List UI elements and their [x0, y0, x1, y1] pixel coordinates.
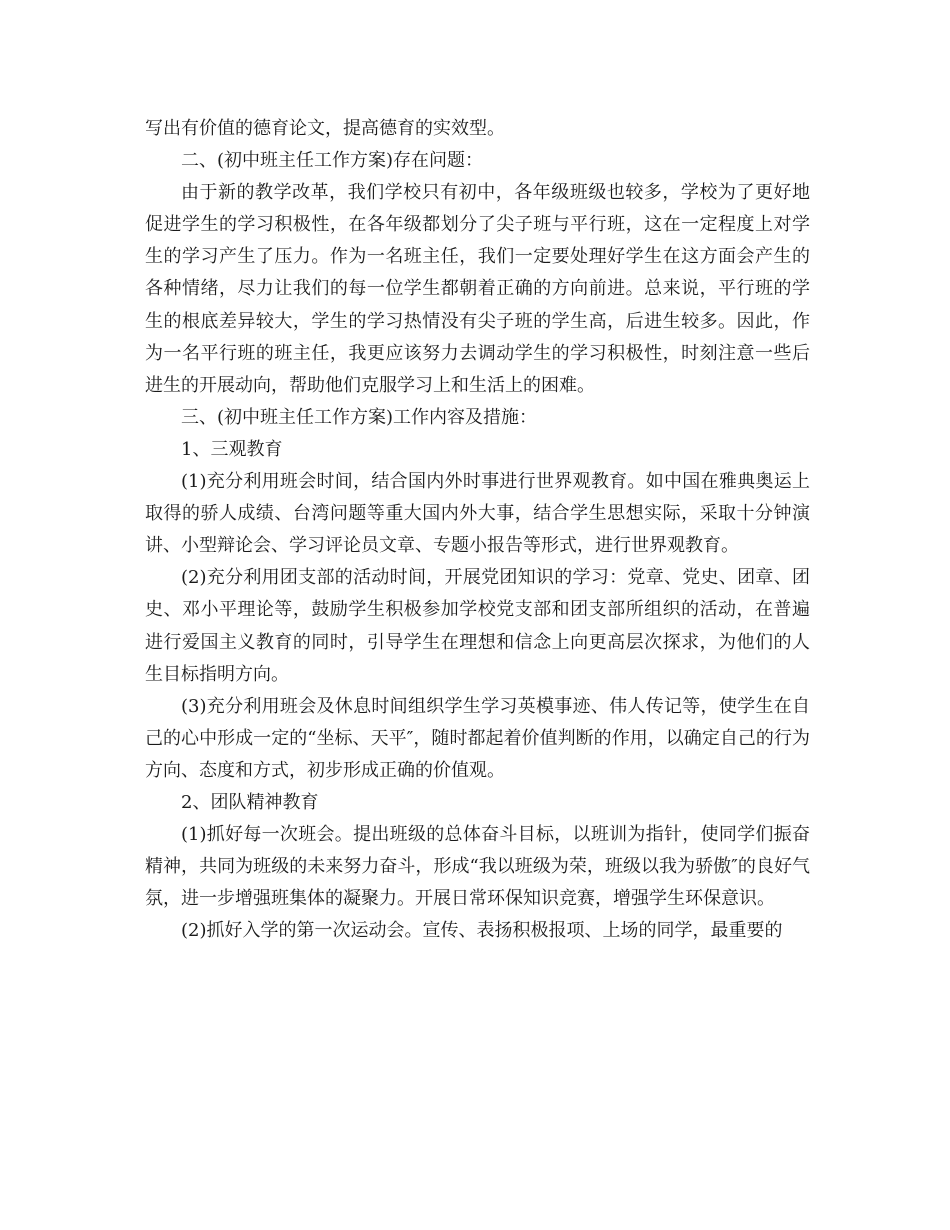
paragraph-sports-meet: (2)抓好入学的第一次运动会。宣传、表扬积极报项、上场的同学，最重要的: [181, 920, 783, 942]
paragraph-values: (3)充分利用班会及休息时间组织学生学习英模事迹、伟人传记等，使学生在自己的心中形成一定的“坐标、天平″，随时都起着价值判断的作用，以确定自己的行为方向、态度和方式，初步形成正确的价值观。: [145, 695, 810, 781]
paragraph-continuation: 写出有价值的德育论文，提高德育的实效型。: [145, 118, 505, 139]
subheading-team-spirit: 2、团队精神教育: [181, 791, 319, 813]
document-body: [145, 113, 810, 947]
paragraph-party-study: (2)充分利用团支部的活动时间，开展党团知识的学习：党章、党史、团章、团史、邓小平理论等，鼓励学生积极参加学校党支部和团支部所组织的活动，在普遍进行爱国主义教育的同时，引导学生在理想和信念上向更高层次探求，为他们的人生目标指明方向。: [145, 567, 810, 685]
paragraph-class-meeting: (1)抓好每一次班会。提出班级的总体奋斗目标，以班训为指针，使同学们振奋精神，共同为班级的未来努力奋斗，形成“我以班级为荣，班级以我为骄傲″的良好气氛，进一步增强班集体的凝聚力。开展日常环保知识竞赛，增强学生环保意识。: [145, 824, 810, 910]
paragraph-problems: 由于新的教学改革，我们学校只有初中，各年级班级也较多，学校为了更好地促进学生的学习积极性，在各年级都划分了尖子班与平行班，这在一定程度上对学生的学习产生了压力。作为一名班主任，我们一定要处理好学生在这方面会产生的各种情绪，尽力让我们的每一位学生都朝着正确的方向前进。总来说，平行班的学生的根底差异较大，学生的学习热情没有尖子班的学生高，后进生较多。因此，作为一名平行班的班主任，我更应该努力去调动学生的学习积极性，时刻注意一些后进生的开展动向，帮助他们克服学习上和生活上的困难。: [145, 182, 810, 396]
subheading-three-views: 1、三观教育: [181, 438, 283, 460]
paragraph-worldview: (1)充分利用班会时间，结合国内外时事进行世界观教育。如中国在雅典奥运上取得的骄人成绩、台湾问题等重大国内外大事，结合学生思想实际，采取十分钟演讲、小型辩论会、学习评论员文章、专题小报告等形式，进行世界观教育。: [145, 471, 810, 557]
section-heading-problems: 二、(初中班主任工作方案)存在问题：: [181, 150, 484, 172]
section-heading-measures: 三、(初中班主任工作方案)工作内容及措施：: [181, 406, 538, 428]
